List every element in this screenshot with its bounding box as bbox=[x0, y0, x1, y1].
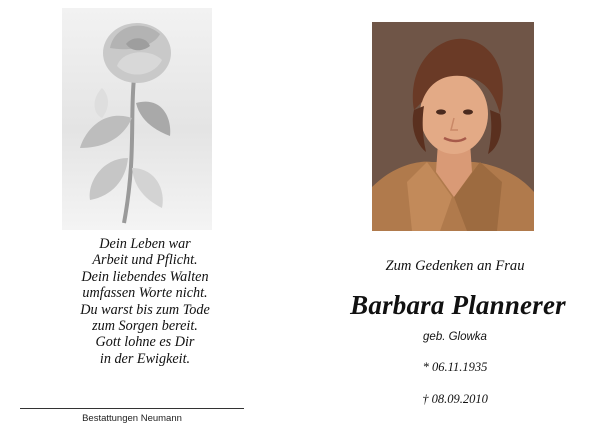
birth-name: geb. Glowka bbox=[423, 331, 487, 343]
undertaker-label: Bestattungen Neumann bbox=[82, 413, 182, 424]
poem-line: Dein liebendes Walten bbox=[81, 268, 209, 285]
right-panel bbox=[300, 0, 600, 427]
poem-line: Dein Leben war bbox=[99, 236, 191, 252]
portrait-photo bbox=[372, 22, 534, 231]
deceased-name: Barbara Plannerer bbox=[350, 290, 566, 320]
memorial-poem bbox=[20, 236, 270, 367]
poem-line: in der Ewigkeit. bbox=[99, 350, 191, 367]
death-date: † 08.09.2010 bbox=[422, 392, 488, 406]
rose-icon bbox=[62, 8, 212, 230]
dedication-text: Zum Gedenken an Frau bbox=[385, 258, 525, 274]
rose-illustration bbox=[62, 8, 212, 230]
poem-line: Du warst bis zum Tode bbox=[80, 301, 210, 318]
poem-line: zum Sorgen bereit. bbox=[92, 318, 198, 335]
left-panel bbox=[0, 0, 290, 427]
footer-divider bbox=[20, 408, 244, 409]
portrait-illustration bbox=[372, 22, 534, 231]
birth-date: * 06.11.1935 bbox=[422, 360, 488, 374]
poem-line: Gott lohne es Dir bbox=[95, 334, 195, 351]
poem-line: umfassen Worte nicht. bbox=[82, 285, 208, 302]
poem-line: Arbeit und Pflicht. bbox=[92, 252, 198, 269]
